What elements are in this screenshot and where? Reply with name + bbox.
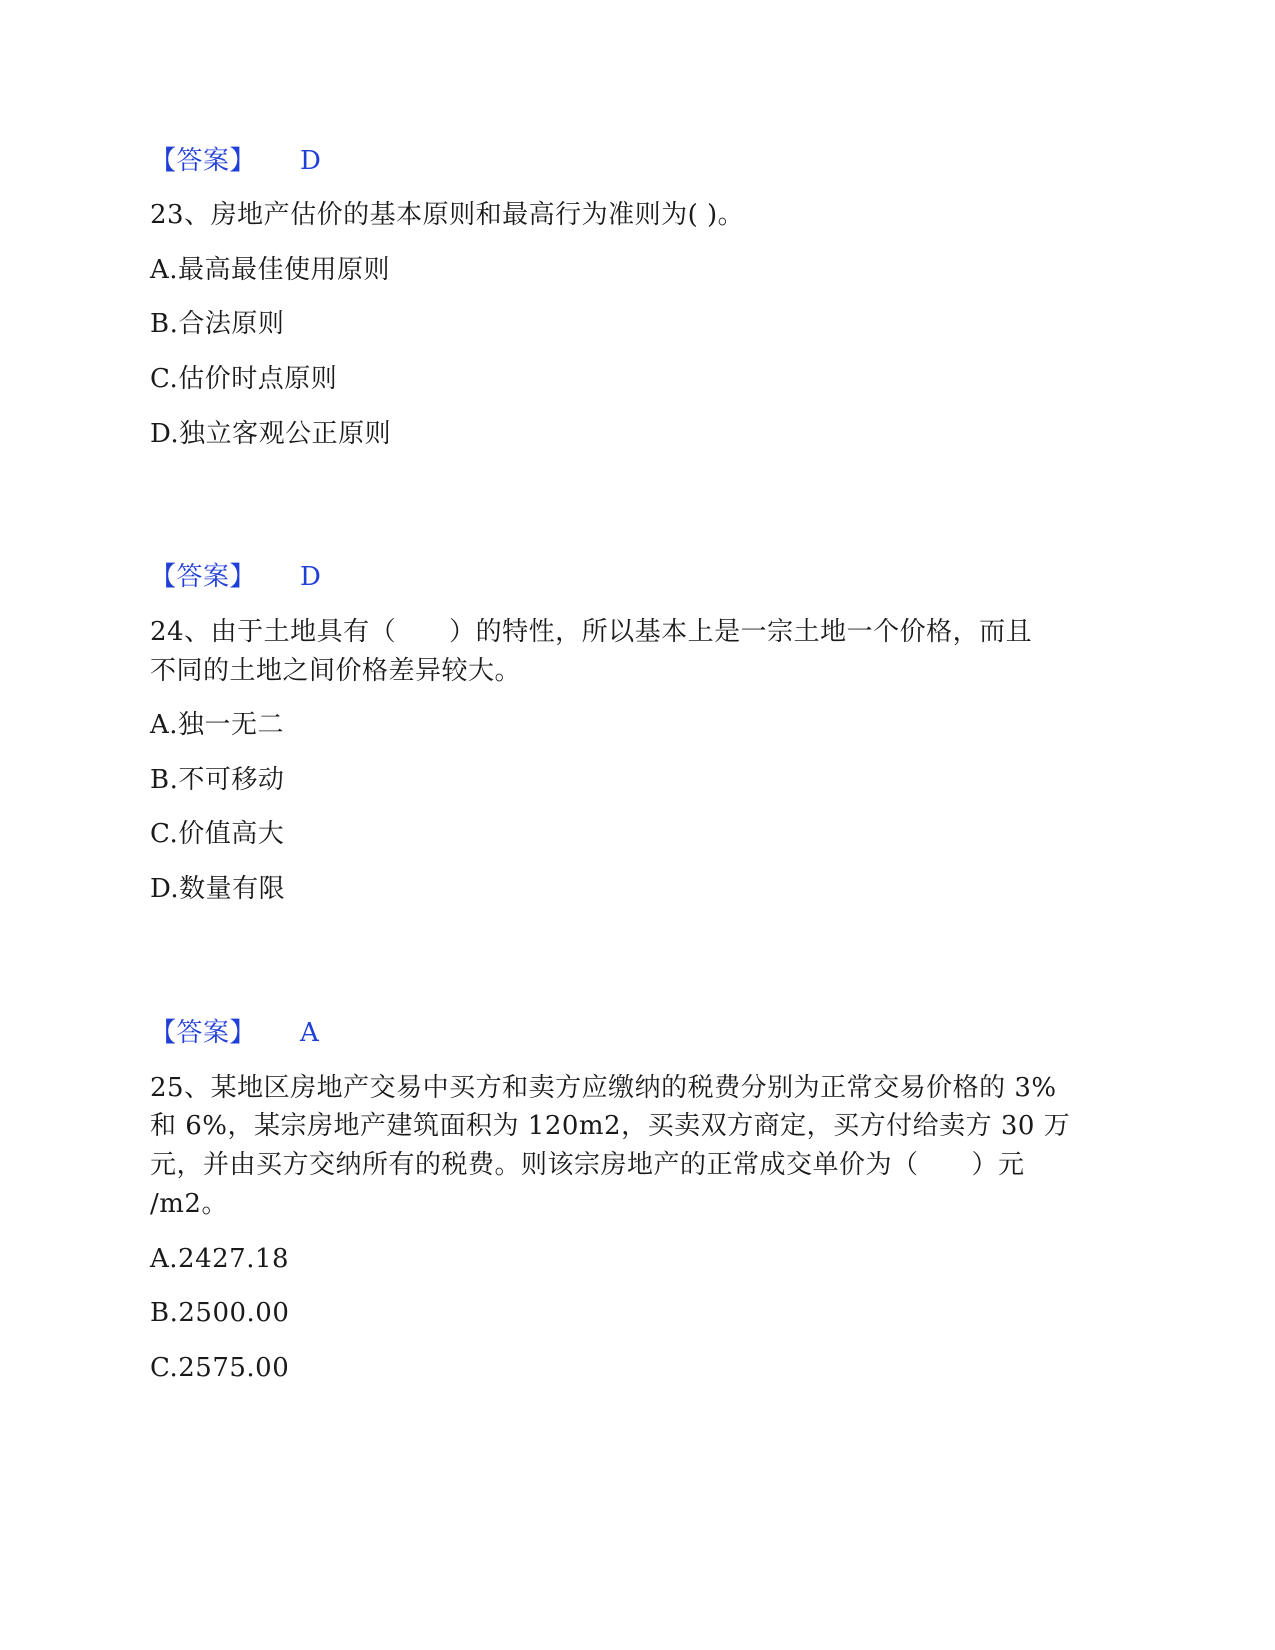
- answer-line: [150, 561, 321, 593]
- question-25-option-c: C.2575.00: [150, 1353, 290, 1383]
- question-24-option-b: B.不可移动: [150, 765, 285, 795]
- question-25-option-a: A.2427.18: [150, 1244, 290, 1274]
- question-24-option-d: D.数量有限: [150, 874, 286, 904]
- question-25-text-line-2: 和 6%，某宗房地产建筑面积为 120m2，买卖双方商定，买方付给卖方 30 万: [150, 1111, 1071, 1141]
- question-23-option-c: C.估价时点原则: [150, 364, 338, 394]
- answer-value: A: [300, 1018, 320, 1048]
- question-23-option-d: D.独立客观公正原则: [150, 419, 392, 449]
- answer-line: [150, 1017, 319, 1049]
- question-25-text-line-3: 元，并由买方交纳所有的税费。则该宗房地产的正常成交单价为（ ）元: [150, 1150, 1025, 1180]
- answer-label: 【答案】: [150, 1018, 257, 1048]
- answer-label: 【答案】: [150, 562, 257, 592]
- question-23-option-b: B.合法原则: [150, 309, 285, 339]
- question-25-text-line-4: /m2。: [150, 1189, 228, 1219]
- question-24-text-line-2: 不同的土地之间价格差异较大。: [150, 656, 522, 686]
- question-25-text-line-1: 25、某地区房地产交易中买方和卖方应缴纳的税费分别为正常交易价格的 3%: [150, 1073, 1057, 1103]
- question-24-option-c: C.价值高大: [150, 819, 285, 849]
- question-23-option-a: A.最高最佳使用原则: [150, 255, 391, 285]
- answer-value: D: [300, 562, 322, 592]
- answer-line: [150, 145, 321, 177]
- question-24-text-line-1: 24、由于土地具有（ ）的特性，所以基本上是一宗土地一个价格，而且: [150, 617, 1033, 647]
- answer-label: 【答案】: [150, 146, 257, 176]
- question-23-text: 23、房地产估价的基本原则和最高行为准则为( )。: [150, 200, 745, 230]
- question-24-option-a: A.独一无二: [150, 710, 285, 740]
- question-25-option-b: B.2500.00: [150, 1298, 290, 1328]
- answer-value: D: [300, 146, 322, 176]
